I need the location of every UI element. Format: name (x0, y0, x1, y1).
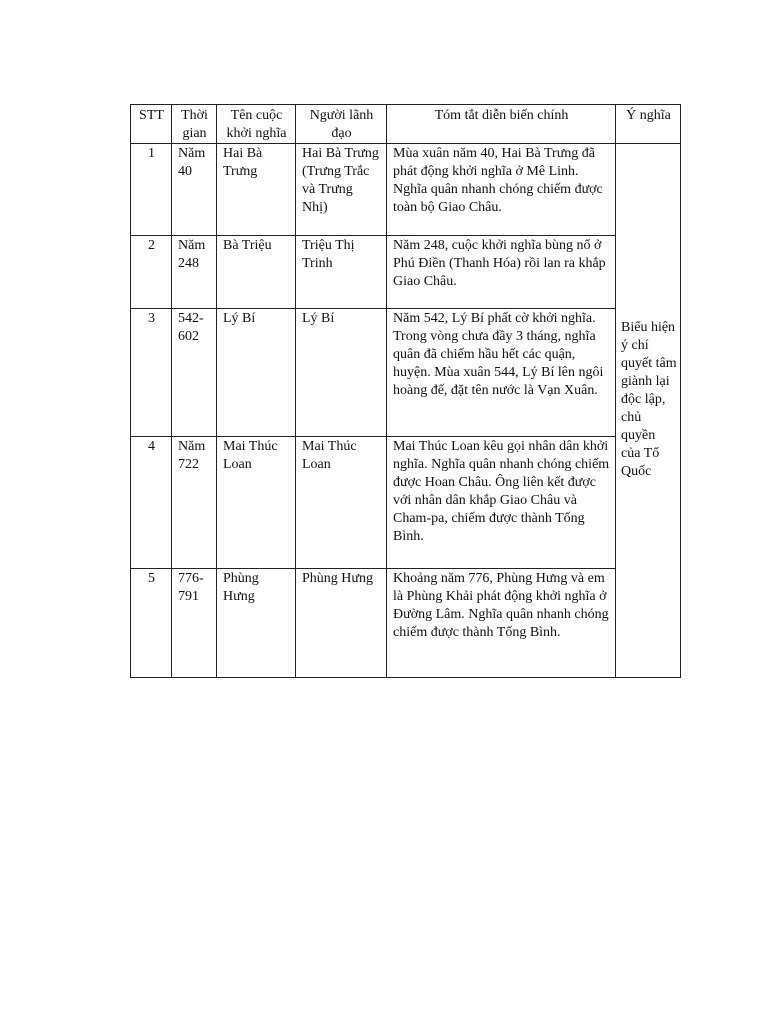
header-summary: Tóm tắt diễn biến chính (387, 105, 616, 144)
uprisings-table (130, 104, 681, 678)
table-row (131, 569, 681, 678)
meaning-text: Biểu hiện ý chí quyết tâm giành lại độc lập, chủ quyền của Tổ Quốc (621, 320, 677, 479)
cell-leader: Phùng Hưng (296, 569, 387, 678)
cell-time: 542-602 (172, 309, 217, 437)
cell-time: Năm 248 (172, 236, 217, 309)
cell-time: 776-791 (172, 569, 217, 678)
cell-leader: Hai Bà Trưng (Trưng Trắc và Trưng Nhị) (296, 144, 387, 236)
cell-stt: 1 (131, 144, 172, 236)
cell-summary: Mai Thúc Loan kêu gọi nhân dân khởi nghĩa. Nghĩa quân nhanh chóng chiếm được Hoan Châu. Ông liên kết được với nhân dân khắp Giao Châu và Cham-pa, chiếm được thành Tống Bình. (387, 437, 616, 569)
table-header-row (131, 105, 681, 144)
cell-name: Mai Thúc Loan (217, 437, 296, 569)
cell-name: Lý Bí (217, 309, 296, 437)
cell-meaning (616, 144, 681, 678)
cell-name: Hai Bà Trưng (217, 144, 296, 236)
cell-leader: Lý Bí (296, 309, 387, 437)
cell-summary: Năm 248, cuộc khởi nghĩa bùng nổ ở Phú Điền (Thanh Hóa) rồi lan ra khắp Giao Châu. (387, 236, 616, 309)
header-time: Thời gian (172, 105, 217, 144)
header-stt: STT (131, 105, 172, 144)
cell-stt: 4 (131, 437, 172, 569)
cell-summary: Mùa xuân năm 40, Hai Bà Trưng đã phát động khởi nghĩa ở Mê Linh. Nghĩa quân nhanh chóng chiếm được toàn bộ Giao Châu. (387, 144, 616, 236)
cell-summary: Năm 542, Lý Bí phất cờ khởi nghĩa. Trong vòng chưa đầy 3 tháng, nghĩa quân đã chiếm hầu hết các quận, huyện. Mùa xuân 544, Lý Bí lên ngôi hoàng đế, đặt tên nước là Vạn Xuân. (387, 309, 616, 437)
table-row (131, 309, 681, 437)
cell-leader: Mai Thúc Loan (296, 437, 387, 569)
cell-stt: 5 (131, 569, 172, 678)
header-meaning: Ý nghĩa (616, 105, 681, 144)
header-leader: Người lãnh đạo (296, 105, 387, 144)
header-name: Tên cuộc khởi nghĩa (217, 105, 296, 144)
cell-stt: 2 (131, 236, 172, 309)
cell-time: Năm 722 (172, 437, 217, 569)
table-row (131, 437, 681, 569)
table-row (131, 144, 681, 236)
cell-leader: Triệu Thị Trinh (296, 236, 387, 309)
cell-name: Phùng Hưng (217, 569, 296, 678)
table-row (131, 236, 681, 309)
cell-stt: 3 (131, 309, 172, 437)
cell-name: Bà Triệu (217, 236, 296, 309)
cell-time: Năm 40 (172, 144, 217, 236)
cell-summary: Khoảng năm 776, Phùng Hưng và em là Phùng Khải phát động khởi nghĩa ở Đường Lâm. Nghĩa quân nhanh chóng chiếm được thành Tống Bình. (387, 569, 616, 678)
